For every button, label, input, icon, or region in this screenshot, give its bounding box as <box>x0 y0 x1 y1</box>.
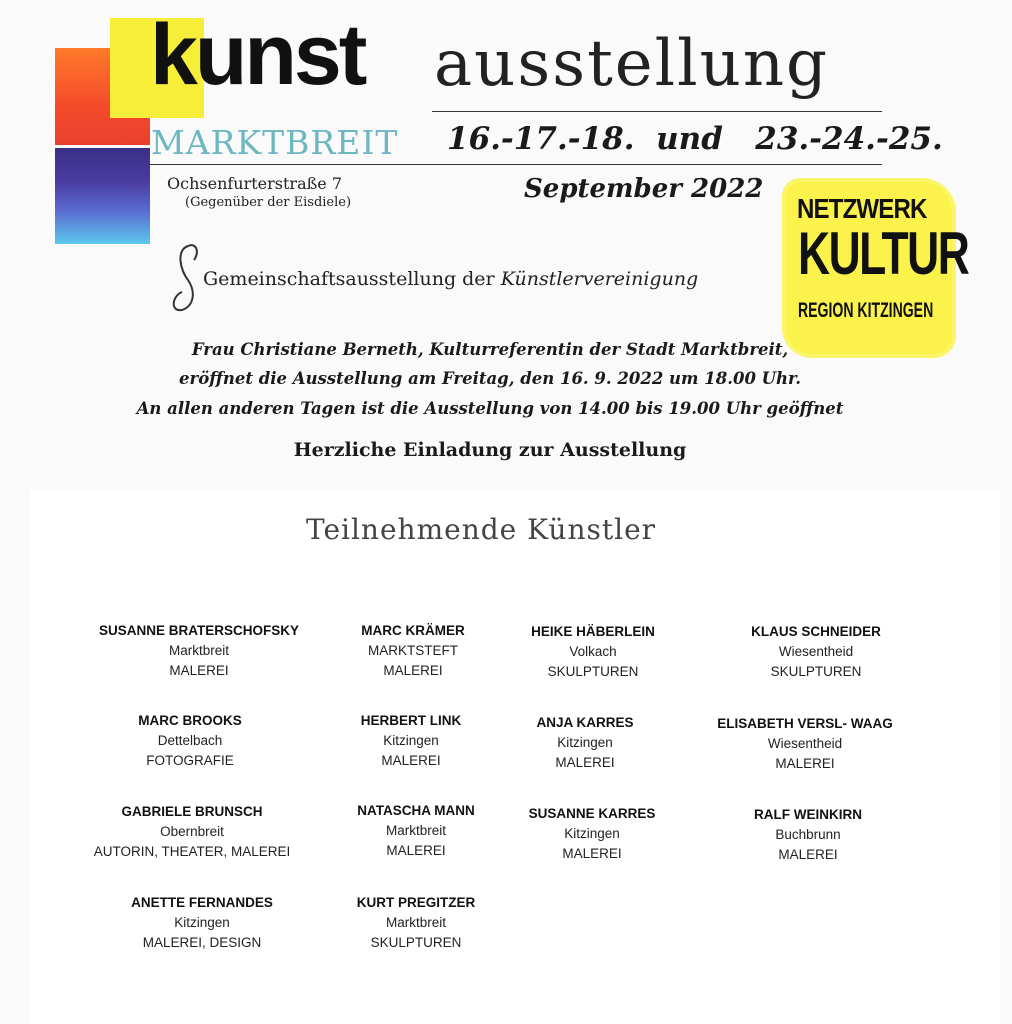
place-name: MARKTBREIT <box>151 123 399 162</box>
artist-card <box>70 713 310 768</box>
artist-card <box>296 895 536 950</box>
artist-name: RALF WEINKIRN <box>754 807 862 822</box>
artist-discipline: AUTORIN, THEATER, MALEREI <box>93 844 291 859</box>
exhibition-dates: 16.-17.-18. und 23.-24.-25. <box>447 121 943 157</box>
artist-card <box>72 804 312 859</box>
artist-town: Marktbreit <box>168 643 229 658</box>
info-line-3: An allen anderen Tagen ist die Ausstellung von 14.00 bis 19.00 Uhr geöffnet <box>136 399 844 418</box>
artist-card <box>472 806 712 861</box>
artist-town: Volkach <box>569 644 617 659</box>
artist-town: Wiesentheid <box>767 736 843 751</box>
title-kunst: kunst <box>150 7 365 103</box>
artist-town: MARKTSTEFT <box>368 643 458 658</box>
artist-town: Kitzingen <box>174 915 230 930</box>
artist-discipline: MALEREI <box>169 663 229 678</box>
logo-line-kultur: KULTUR <box>798 220 969 287</box>
artist-discipline: MALEREI <box>386 843 446 858</box>
artist-discipline: MALEREI <box>778 847 838 862</box>
artist-town: Dettelbach <box>157 733 223 748</box>
address: Ochsenfurterstraße 7 <box>167 174 343 193</box>
artist-name: KLAUS SCHNEIDER <box>751 624 881 639</box>
info-line-2: eröffnet die Ausstellung am Freitag, den 16. 9. 2022 um 18.00 Uhr. <box>179 369 801 388</box>
intro-italic: Künstlervereinigung <box>500 268 699 290</box>
artist-town: Kitzingen <box>383 733 439 748</box>
artist-discipline: FOTOGRAFIE <box>146 753 234 768</box>
artist-town: Kitzingen <box>557 735 613 750</box>
artist-card <box>688 807 928 862</box>
artist-name: KURT PREGITZER <box>356 895 476 910</box>
artist-name: MARC KRÄMER <box>361 623 465 638</box>
artist-name: ANETTE FERNANDES <box>131 895 273 910</box>
artist-discipline: MALEREI <box>555 755 615 770</box>
intro-text: Gemeinschaftsausstellung der <box>203 268 501 290</box>
artist-discipline: SKULPTUREN <box>770 664 862 679</box>
artist-name: SUSANNE KARRES <box>528 806 656 821</box>
logo-block-blue <box>55 148 150 244</box>
artist-name: HERBERT LINK <box>360 713 462 728</box>
logo-line-netzwerk: NETZWERK <box>797 193 927 224</box>
artist-town: Kitzingen <box>564 826 620 841</box>
artist-name: HEIKE HÄBERLEIN <box>531 624 655 639</box>
artist-town: Marktbreit <box>385 915 446 930</box>
artist-town: Buchbrunn <box>775 827 841 842</box>
artist-town: Obernbreit <box>160 824 224 839</box>
artists-heading: Teilnehmende Künstler <box>305 513 657 546</box>
artist-name: GABRIELE BRUNSCH <box>121 804 263 819</box>
artist-card <box>473 624 713 679</box>
artist-discipline: MALEREI <box>381 753 441 768</box>
artist-card <box>79 623 319 678</box>
info-line-1: Frau Christiane Berneth, Kulturreferentin der Stadt Marktbreit, <box>191 340 789 359</box>
artist-name: MARC BROOKS <box>138 713 242 728</box>
artist-discipline: MALEREI, DESIGN <box>142 935 262 950</box>
artist-discipline: MALEREI <box>775 756 835 771</box>
artist-card <box>465 715 705 770</box>
invitation: Herzliche Einladung zur Ausstellung <box>293 439 687 461</box>
intro-line <box>203 268 698 290</box>
dates-underline <box>150 164 882 165</box>
exhibition-month: September 2022 <box>524 174 764 204</box>
squiggle-icon <box>166 240 206 318</box>
artist-card <box>685 716 925 771</box>
address-note: (Gegenüber der Eisdiele) <box>185 195 352 210</box>
artist-card <box>82 895 322 950</box>
logo-line-region: REGION KITZINGEN <box>798 299 934 322</box>
artist-name: SUSANNE BRATERSCHOFSKY <box>98 623 299 638</box>
title-underline <box>432 111 882 112</box>
artist-name: ANJA KARRES <box>536 715 634 730</box>
artist-discipline: MALEREI <box>383 663 443 678</box>
artist-name: ELISABETH VERSL- WAAG <box>717 716 893 731</box>
artist-discipline: SKULPTUREN <box>547 664 639 679</box>
artist-name: NATASCHA MANN <box>357 803 475 818</box>
artist-discipline: SKULPTUREN <box>370 935 462 950</box>
artist-discipline: MALEREI <box>562 846 622 861</box>
artist-town: Marktbreit <box>385 823 446 838</box>
title-ausstellung: ausstellung <box>434 27 829 101</box>
artist-card <box>696 624 936 679</box>
artist-town: Wiesentheid <box>778 644 854 659</box>
